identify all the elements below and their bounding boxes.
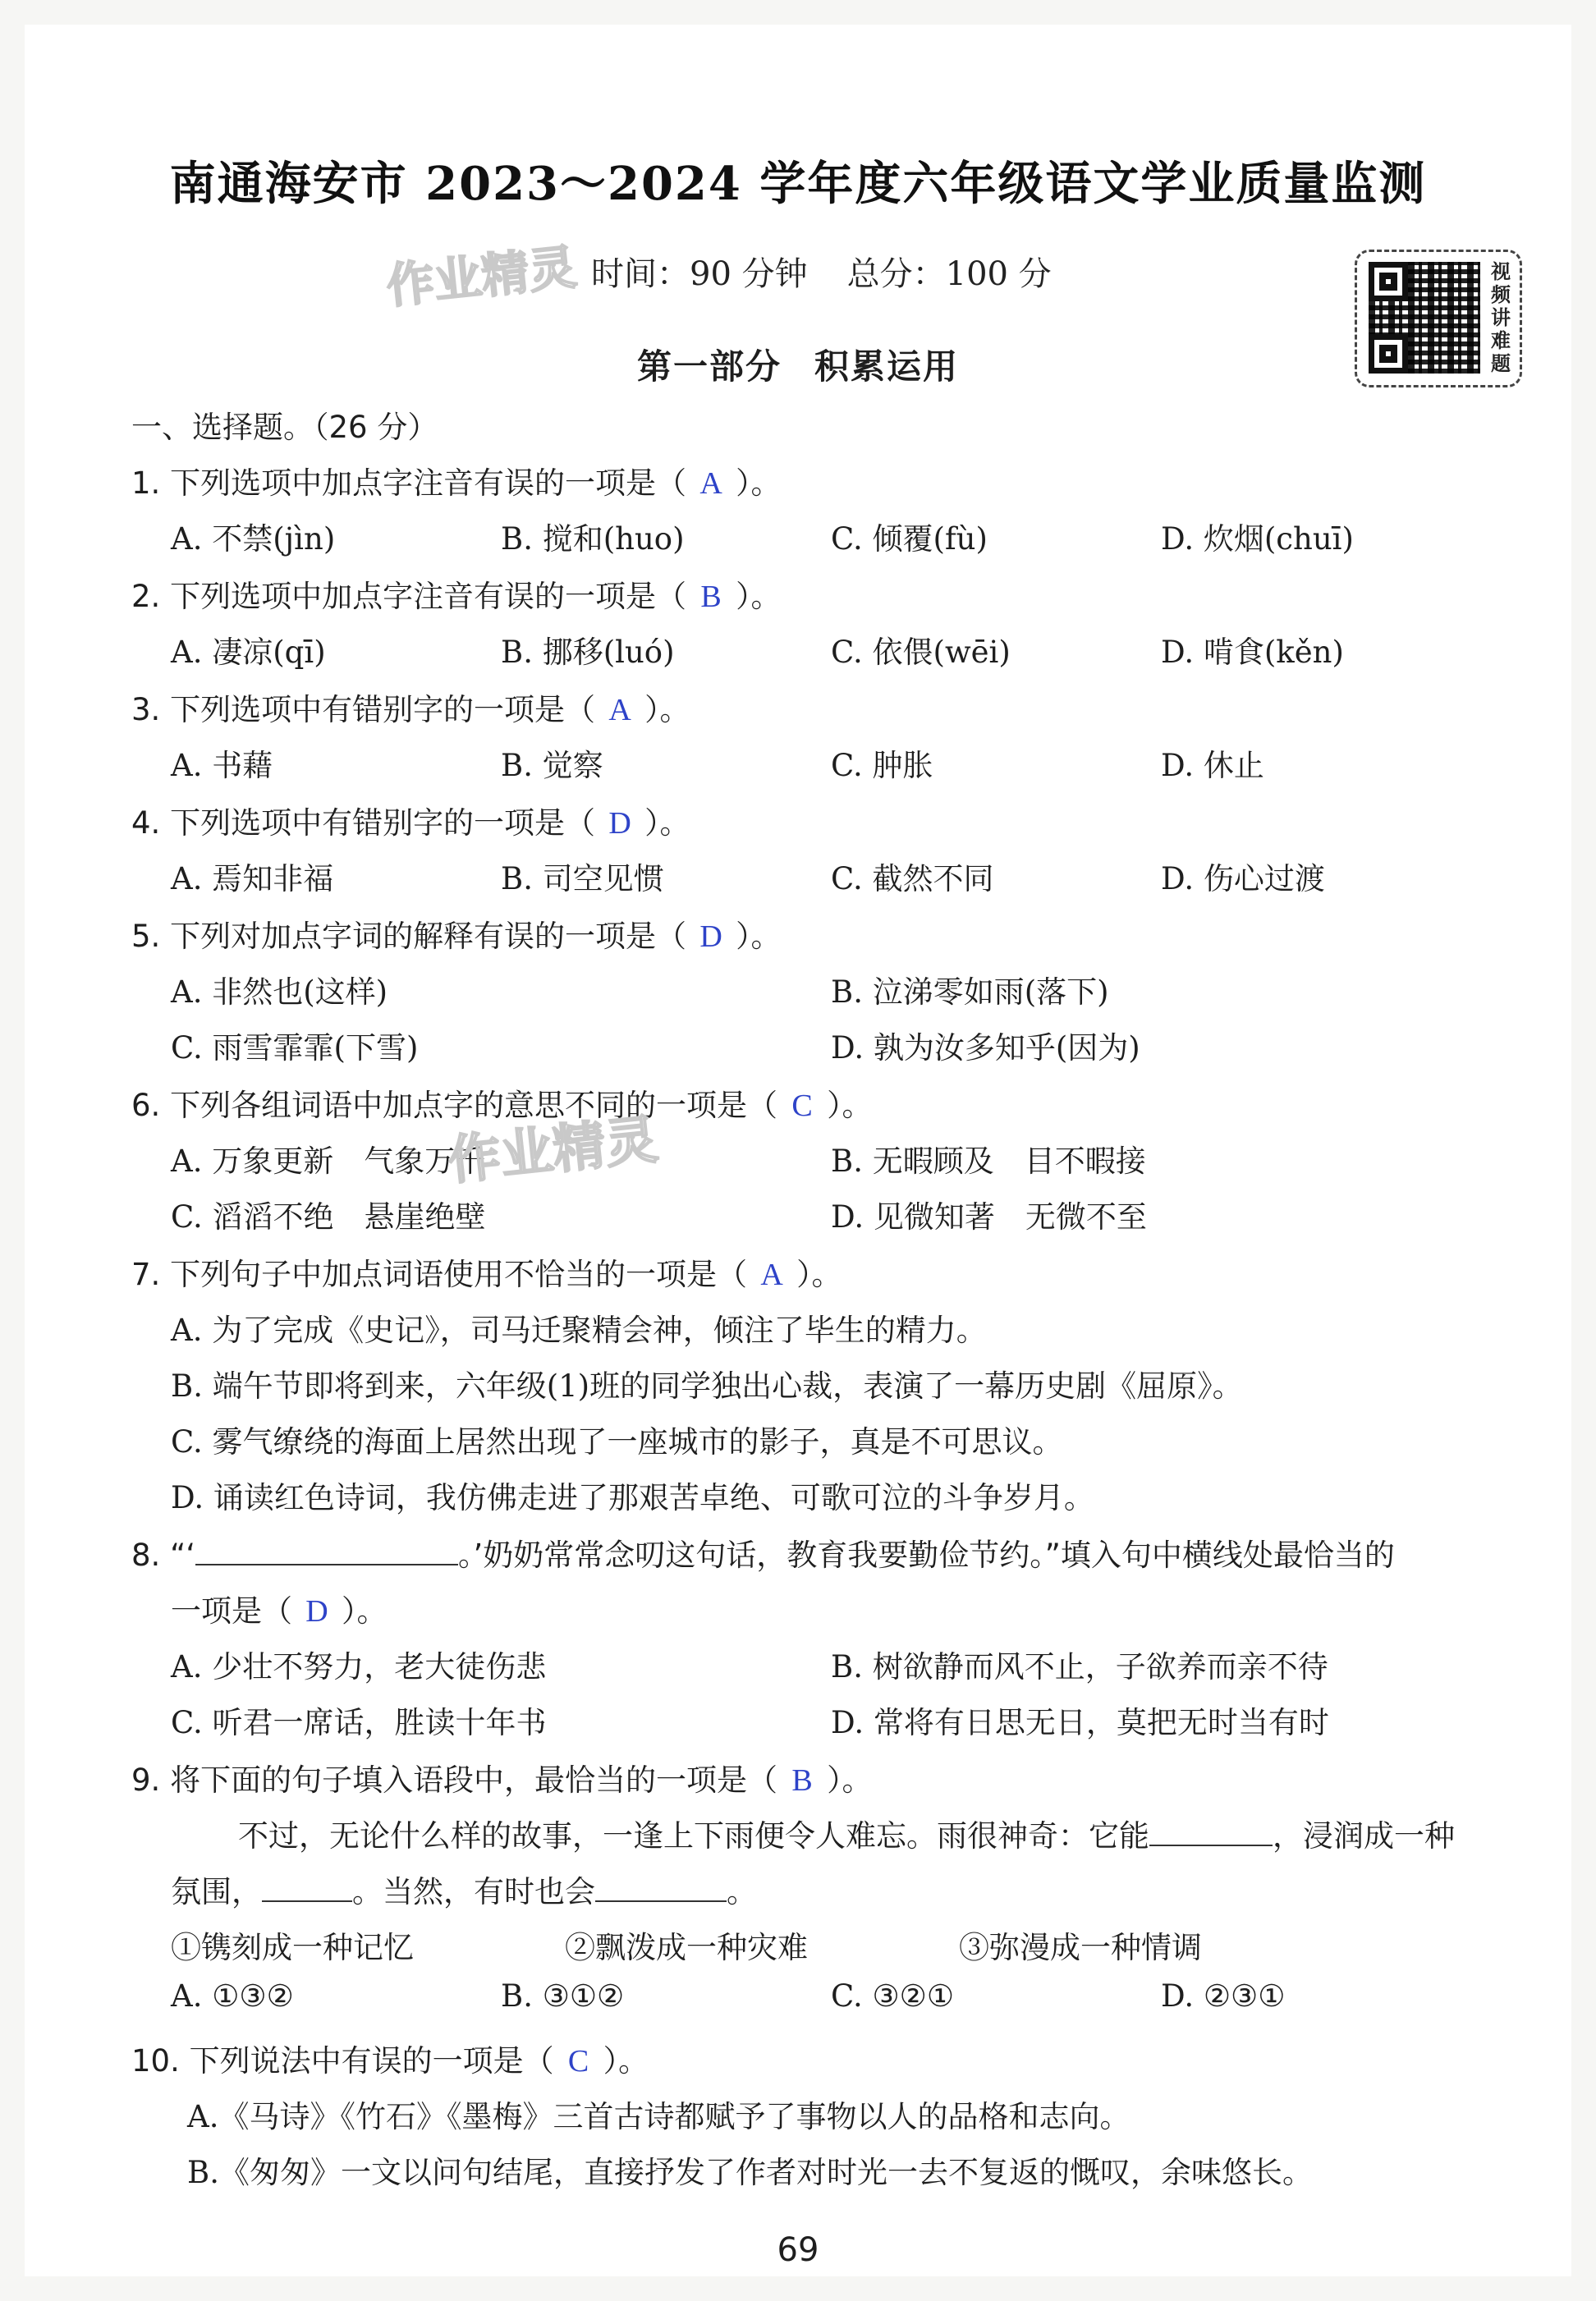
question-stem: 。’奶奶常常念叨这句话，教育我要勤俭节约。”填入句中横线处最恰当的 — [458, 1538, 1395, 1573]
option: A. 焉知非福 — [171, 861, 334, 896]
option: D. ②③① — [1161, 1978, 1286, 2014]
qr-label-char: 频 — [1491, 283, 1511, 306]
option: B. 挪移(luó) — [501, 635, 675, 670]
question-5 — [131, 911, 782, 956]
section-heading: 一、选择题。（26 分） — [131, 410, 438, 445]
option: B. 端午节即将到来，六年级(1)班的同学独出心裁，表演了一幕历史剧《屈原》。 — [171, 1368, 1243, 1404]
qr-label-char: 题 — [1491, 352, 1511, 375]
question-stem: 9. 将下面的句子填入语段中，最恰当的一项是（ — [131, 1762, 778, 1798]
option: B. 搅和(huo) — [501, 521, 685, 557]
sentence-item: ②飘泼成一种灾难 — [565, 1930, 808, 1965]
stem-end: ）。 — [644, 805, 690, 841]
sentence-item: ③弥漫成一种情调 — [959, 1930, 1202, 1965]
question-10 — [131, 2036, 649, 2080]
stem-end: ）。 — [827, 1762, 873, 1798]
question-9 — [131, 1755, 873, 1799]
option: B. 树欲静而风不止，子欲养而亲不待 — [831, 1649, 1328, 1684]
passage-blank — [1149, 1820, 1273, 1846]
option: C. 肿胀 — [831, 748, 933, 783]
option: B. 司空见惯 — [501, 861, 664, 896]
sentence-item: ①镌刻成一种记忆 — [171, 1930, 414, 1965]
option: C. 听君一席话，胜读十年书 — [171, 1705, 547, 1740]
question-stem: 7. 下列句子中加点词语使用不恰当的一项是（ — [131, 1257, 748, 1292]
option: B. 觉察 — [501, 748, 603, 783]
option: A. 书藉 — [171, 748, 273, 783]
question-2 — [131, 571, 782, 616]
answer-mark: C — [791, 1089, 813, 1123]
option: C. ③②① — [831, 1978, 955, 2014]
qr-label-char: 讲 — [1491, 306, 1511, 329]
stem-end: ）。 — [342, 1593, 388, 1629]
passage-blank — [262, 1876, 352, 1902]
question-stem: 5. 下列对加点字词的解释有误的一项是（ — [131, 919, 687, 954]
option: A. 凄凉(qī) — [171, 635, 326, 670]
question-3 — [131, 685, 690, 729]
stem-end: ）。 — [827, 1088, 873, 1123]
question-1 — [131, 458, 782, 502]
question-4 — [131, 798, 690, 842]
passage-text: 不过，无论什么样的故事，一逢上下雨便令人难忘。雨很神奇：它能 — [238, 1818, 1149, 1854]
option: C. 倾覆(fù) — [831, 521, 988, 557]
option: A. 非然也(这样) — [171, 974, 388, 1010]
stem-end: ）。 — [603, 2043, 649, 2079]
question-stem: 一项是（ — [171, 1593, 292, 1629]
question-stem: 2. 下列选项中加点字注音有误的一项是（ — [131, 579, 687, 614]
option: A. 为了完成《史记》，司马迁聚精会神，倾注了毕生的精力。 — [171, 1313, 987, 1348]
option: D. 啃食(kěn) — [1161, 635, 1344, 670]
stem-end: ）。 — [736, 919, 782, 954]
option: D. 孰为汝多知乎(因为) — [831, 1030, 1140, 1066]
page-number: 69 — [777, 2231, 819, 2269]
option: C. 雨雪霏霏(下雪) — [171, 1030, 419, 1066]
option: D. 伤心过渡 — [1161, 861, 1325, 896]
option: A. 少壮不努力，老大徒伤悲 — [171, 1649, 547, 1684]
exam-total: 总分：100 分 — [846, 255, 1052, 293]
question-7 — [131, 1249, 842, 1294]
stem-end: ）。 — [644, 692, 690, 727]
option: D. 常将有日思无日，莫把无时当有时 — [831, 1705, 1329, 1740]
passage-line — [238, 1811, 1455, 1855]
question-stem: 4. 下列选项中有错别字的一项是（ — [131, 805, 596, 841]
stem-end: ）。 — [736, 579, 782, 614]
exam-info — [591, 248, 1091, 295]
option: C. 滔滔不绝 悬崖绝壁 — [171, 1199, 486, 1235]
option: B. 无暇顾及 目不暇接 — [831, 1144, 1146, 1179]
section-name: 积累运用 — [814, 346, 960, 387]
answer-mark: D — [305, 1594, 328, 1629]
exam-page — [25, 25, 1571, 2276]
passage-text: ，浸润成一种 — [1273, 1818, 1455, 1854]
watermark: 作业精灵 — [445, 1109, 661, 1193]
section-title — [25, 340, 1571, 389]
option: B.《匆匆》一文以问句结尾，直接抒发了作者对时光一去不复返的慨叹，余味悠长。 — [187, 2155, 1313, 2190]
passage-blank — [595, 1876, 727, 1902]
option: B. ③①② — [501, 1978, 625, 2014]
passage-line — [171, 1867, 757, 1911]
answer-mark: A — [608, 693, 631, 727]
option: A. ①③② — [171, 1978, 294, 2014]
option: D. 诵读红色诗词，我仿佛走进了那艰苦卓绝、可歌可泣的斗争岁月。 — [171, 1480, 1094, 1515]
stem-end: ）。 — [736, 465, 782, 501]
option: D. 炊烟(chuī) — [1161, 521, 1354, 557]
option: A. 万象更新 气象万千 — [171, 1144, 486, 1179]
option: D. 见微知著 无微不至 — [831, 1199, 1147, 1235]
question-8 — [131, 1530, 1395, 1574]
option: D. 休止 — [1161, 748, 1264, 783]
answer-mark: A — [760, 1258, 783, 1292]
option: A.《马诗》《竹石》《墨梅》三首古诗都赋予了事物以人的品格和志向。 — [187, 2099, 1130, 2134]
section-part: 第一部分 — [636, 346, 782, 387]
question-8-cont — [171, 1586, 388, 1630]
answer-mark: B — [700, 580, 722, 614]
question-stem: 10. 下列说法中有误的一项是（ — [131, 2043, 554, 2079]
exam-title: 南通海安市 2023～2024 学年度六年级语文学业质量监测 — [169, 157, 1427, 211]
answer-mark: D — [608, 806, 631, 841]
watermark: 作业精灵 — [383, 239, 580, 314]
qr-label-char: 难 — [1491, 329, 1511, 352]
question-stem: 8. “‘ — [131, 1538, 195, 1573]
option: C. 依偎(wēi) — [831, 635, 1011, 670]
exam-time: 时间：90 分钟 — [591, 255, 808, 293]
question-stem: 6. 下列各组词语中加点字的意思不同的一项是（ — [131, 1088, 778, 1123]
passage-text: 氛围， — [171, 1874, 262, 1909]
option: A. 不禁(jìn) — [171, 521, 336, 557]
passage-text: 。 — [727, 1874, 757, 1909]
stem-end: ）。 — [796, 1257, 842, 1292]
option: B. 泣涕零如雨(落下) — [831, 974, 1109, 1010]
option: C. 雾气缭绕的海面上居然出现了一座城市的影子，真是不可思议。 — [171, 1424, 1063, 1460]
qr-label-char: 视 — [1491, 260, 1511, 283]
answer-mark: A — [699, 466, 722, 501]
answer-mark: B — [791, 1763, 813, 1798]
answer-mark: C — [567, 2044, 589, 2079]
answer-mark: D — [699, 919, 722, 954]
passage-text: 。当然，有时也会 — [352, 1874, 595, 1909]
answer-blank — [195, 1539, 458, 1565]
option: C. 截然不同 — [831, 861, 994, 896]
question-stem: 1. 下列选项中加点字注音有误的一项是（ — [131, 465, 687, 501]
question-stem: 3. 下列选项中有错别字的一项是（ — [131, 692, 596, 727]
